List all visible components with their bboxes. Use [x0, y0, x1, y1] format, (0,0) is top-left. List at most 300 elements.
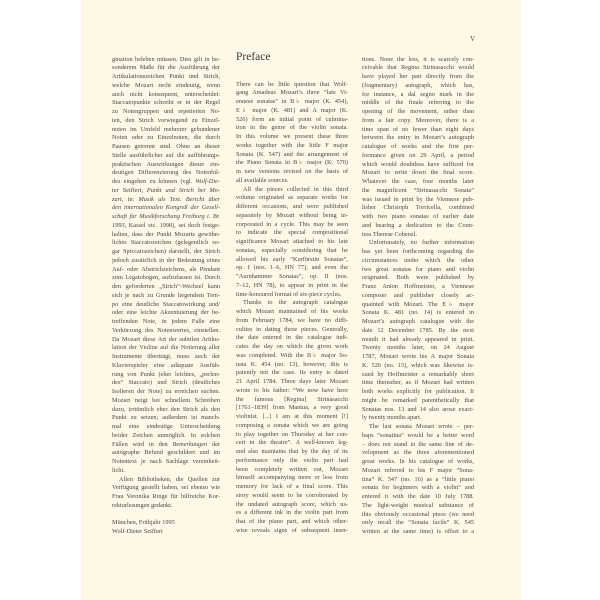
text-segment: story would seem to be corroborated by	[236, 491, 348, 499]
text-segment: both works explicitly for publication. It	[362, 388, 474, 395]
text-segment: sonatas, especially considering that he	[236, 246, 348, 254]
text-segment: date 12 December 1785. By the next	[362, 326, 474, 334]
text-segment: have played her part directly from the	[362, 73, 474, 80]
text-line	[112, 266, 220, 275]
text-segment: and bearing a dedication to the Coun-	[362, 221, 474, 229]
text-line	[362, 467, 474, 476]
text-segment: circumstances under which the other	[362, 256, 474, 264]
text-line	[362, 231, 474, 240]
text-line	[112, 344, 220, 353]
text-segment: nata K. 454 (no. 13), however, this is	[236, 360, 348, 368]
text-line	[362, 458, 474, 467]
text-line	[112, 161, 220, 170]
text-segment: quainted with Mozart. The E♭ major	[362, 300, 474, 308]
text-line	[112, 178, 220, 187]
text-segment: rung von Punkt (eher leichtes, „perlen-	[112, 370, 220, 378]
text-line	[112, 82, 220, 91]
text-line	[236, 361, 348, 370]
text-line	[236, 133, 348, 142]
text-line	[362, 56, 474, 65]
text-segment: autographe Befund geschildert und im	[112, 449, 220, 457]
text-segment: ly twenty months apart.	[362, 414, 422, 422]
text-segment: himself accompanying more or less from	[236, 474, 348, 482]
text-line	[112, 362, 220, 371]
text-line	[112, 91, 220, 100]
text-line	[236, 264, 348, 273]
text-segment: volume originated as separate works for	[236, 194, 348, 202]
text-line	[112, 231, 220, 240]
text-line	[112, 484, 220, 493]
text-line	[112, 371, 220, 380]
text-segment: oder eine leichte Akzentuierung der be-	[112, 309, 220, 317]
text-segment: ennese sonatas” in B♭ major (K. 454),	[236, 98, 348, 105]
text-segment: , Kassel etc. 1998), sei doch festge-	[124, 221, 220, 229]
text-segment: Mozart to write down the final score.	[362, 169, 474, 177]
text-line	[236, 142, 348, 151]
text-line	[362, 353, 474, 362]
text-segment: formance given on 29 April, a period	[362, 151, 474, 159]
text-segment: Stelle ausführlicher auf die aufführungs-	[112, 151, 220, 159]
text-line	[362, 476, 474, 485]
text-line	[362, 126, 474, 135]
text-segment: Sonata (K. 547) and the arrangement of	[236, 150, 348, 158]
text-line	[236, 518, 348, 527]
text-segment: sonata for beginners with a violin” and	[362, 484, 474, 492]
text-segment: [1761–1839] from Mantua, a very good	[236, 404, 348, 412]
text-segment: Artikulationszeichen Punkt und Strich,	[112, 73, 220, 80]
text-line	[362, 152, 474, 161]
preface-text-column-2	[362, 56, 474, 537]
text-segment: written at the same time) is offset to a	[362, 528, 474, 535]
text-segment: ceivable that Regina Strinasacchi would	[362, 64, 474, 72]
text-segment: was completed. With the B♭ major So-	[236, 351, 348, 359]
text-segment: cert in the theatre”. A well-known leg-	[236, 439, 348, 447]
text-segment: Unfortunately, no further information	[369, 239, 474, 247]
text-line	[236, 238, 348, 247]
text-segment: München, Frühjahr 1995	[112, 519, 175, 527]
text-segment: the famous [Regina] Strinasacchi	[236, 395, 348, 403]
text-segment: from February 1784, we have no diffi-	[236, 316, 348, 324]
text-line	[112, 493, 220, 502]
text-line	[362, 371, 474, 380]
text-line	[362, 344, 474, 353]
text-segment: composer and publisher closely ac-	[362, 291, 474, 299]
text-segment: tess Therese Cobenzl.	[362, 230, 417, 238]
text-line	[362, 379, 474, 388]
text-segment: praktischen Auswirkungen dieser ein-	[112, 160, 220, 168]
text-line	[112, 73, 220, 82]
text-line	[362, 99, 474, 108]
text-line	[236, 483, 348, 492]
text-line	[362, 161, 474, 170]
text-segment: , in:	[121, 195, 139, 203]
text-line	[362, 318, 474, 327]
text-line	[112, 143, 220, 152]
text-segment: month it had already appeared in print.	[362, 335, 474, 343]
text-segment: halten, dass der Punkt Mozarts gewöhn-	[112, 230, 220, 238]
text-segment: significance Mozart attached to his late	[236, 238, 348, 245]
text-line	[236, 501, 348, 510]
text-line	[112, 204, 220, 213]
text-segment: the Piano Sonata in B♭ major (K. 570)	[236, 159, 348, 167]
italic-text: 1993	[112, 221, 125, 229]
text-line	[112, 406, 220, 415]
text-line	[112, 257, 220, 266]
text-segment: Pausen getrennt sind. Ohne an dieser	[112, 143, 220, 150]
text-line	[236, 221, 348, 230]
text-segment: performance only the violin part had	[236, 456, 348, 464]
text-line	[236, 422, 348, 431]
text-line	[362, 502, 474, 511]
text-line	[112, 213, 220, 222]
text-line	[362, 441, 474, 450]
text-segment: K. 526 (no. 15), which was likewise is-	[362, 361, 474, 369]
text-line	[236, 509, 348, 518]
text-segment: licht.	[112, 466, 125, 474]
text-segment: to play together on Thursday at her con-	[236, 430, 348, 438]
text-segment: mal eine eindeutige Unterscheidung	[112, 423, 220, 430]
text-segment: es a different ink in the violin part from	[236, 509, 348, 517]
text-segment: den geforderten „Strich“-Wechsel kann	[112, 283, 220, 290]
text-line	[362, 134, 474, 143]
text-segment: tion in the genre of the violin sonata.	[236, 124, 348, 132]
text-line	[112, 108, 220, 117]
text-line	[112, 528, 220, 537]
text-segment: Wolf-Dieter Seiffert	[112, 528, 163, 535]
text-line	[112, 239, 220, 248]
text-line	[362, 432, 474, 441]
text-segment: which would doubtless have sufficed for	[362, 160, 474, 168]
text-line	[236, 186, 348, 195]
text-line	[112, 458, 220, 467]
text-segment: rekturlesungen gedankt.	[112, 501, 173, 509]
text-segment: sich je nach zu Grunde liegendem Tem-	[112, 291, 220, 299]
text-line	[362, 301, 474, 310]
text-line	[362, 406, 474, 415]
text-segment: Whatever the case, four months later	[362, 178, 474, 185]
text-line	[362, 178, 474, 187]
text-segment: has yet been forthcoming regarding the	[362, 248, 474, 255]
text-segment: the date entered in the catalogue indi-	[236, 334, 348, 342]
text-segment: deutigen Differenzierung des Notenbil-	[112, 169, 220, 177]
text-line	[362, 187, 474, 196]
text-segment: in new versions revised on the basis of	[236, 168, 348, 175]
text-line	[362, 388, 474, 397]
text-line	[236, 369, 348, 378]
text-segment: for instance, a dal segno mark in the	[362, 90, 474, 98]
text-line	[112, 152, 220, 161]
text-line	[362, 169, 474, 178]
text-segment: lation der Violine auf die Notierung aller	[112, 344, 220, 352]
text-line	[112, 467, 220, 476]
text-segment: lisher Christoph Torricella, combined	[362, 204, 474, 212]
text-line	[112, 99, 220, 108]
text-segment: 526) form an initial point of culmina-	[236, 115, 348, 123]
text-line	[236, 107, 348, 116]
text-line	[362, 257, 474, 266]
text-line	[112, 336, 220, 345]
text-line	[112, 502, 220, 511]
page-number: V	[470, 35, 476, 43]
text-line	[236, 527, 348, 536]
text-line	[362, 484, 474, 493]
text-segment: (fragmentary) autograph, which has,	[362, 81, 474, 89]
text-segment: from a fair copy. Moreover, there is a	[362, 116, 474, 124]
text-segment: All the pieces collected in this third	[243, 185, 348, 193]
text-segment: entered it with the date 10 July 1788.	[362, 493, 474, 500]
text-line	[112, 126, 220, 135]
text-line	[236, 448, 348, 457]
text-segment: was issued in print by the Viennese pub-	[362, 195, 474, 203]
text-line	[112, 301, 220, 310]
text-line	[236, 194, 348, 203]
text-segment: cates the day on which the given work	[236, 343, 348, 350]
text-line	[362, 204, 474, 213]
text-segment: which Mozart maintained of his works	[236, 308, 348, 315]
text-segment: Notentext je nach Sachlage vereinheit-	[112, 458, 220, 465]
text-line	[362, 91, 474, 100]
text-line	[236, 308, 348, 317]
text-segment: zu Notengruppen und repetierten No-	[112, 108, 220, 115]
text-segment: composing a sonata which we are going	[236, 421, 348, 429]
text-line	[112, 379, 220, 388]
text-line	[362, 449, 474, 458]
text-segment: Klavierspieler eine adäquate Ausfüh-	[112, 361, 220, 369]
text-segment: originated. Both were published by	[362, 274, 474, 282]
text-segment: time span of no fewer than eight days	[362, 125, 474, 133]
text-segment: end also maintains that by the day of its	[236, 448, 348, 455]
text-segment: gar Spiccatozeichen) darstellt, der Strich	[112, 248, 220, 255]
text-line	[362, 292, 474, 301]
text-segment: Staccatopunkte schreibt er in der Regel	[112, 99, 220, 107]
text-segment: noten im Umfeld mehrerer gebundener	[112, 125, 220, 133]
text-line	[362, 274, 474, 283]
text-segment: Mozart referred to his F major “Sona-	[362, 466, 474, 474]
text-segment: Mozart neigt bei schnellem Schreiben	[112, 396, 220, 404]
text-segment: The last sonata Mozart wrote – per-	[369, 423, 474, 430]
text-line	[362, 528, 474, 537]
text-segment: treffenden Note, in jedem Falle eine	[112, 318, 220, 325]
text-line	[362, 196, 474, 205]
text-segment: sued by Hoffmeister a remarkably short	[362, 370, 474, 378]
text-line	[112, 134, 220, 143]
text-segment: ten, den Strich vorwiegend zu Einzel-	[112, 116, 220, 124]
italic-text: Punkt und Strich bei Mo-	[146, 186, 220, 194]
text-line	[236, 229, 348, 238]
text-line	[112, 476, 220, 485]
text-line	[112, 117, 220, 126]
text-segment: sonderem Maße für die Ausführung der	[112, 64, 220, 72]
text-segment: auch nicht konsequent, unterscheidet:	[112, 90, 220, 98]
text-line	[236, 273, 348, 282]
text-line	[236, 396, 348, 405]
text-segment: opening of the movement, rather than	[362, 108, 474, 115]
text-line	[236, 247, 348, 256]
text-segment: time thereafter, as if Mozart had written	[362, 379, 474, 387]
text-segment: middle of the finale referring to the	[362, 99, 474, 107]
text-line	[112, 519, 220, 528]
text-line	[236, 474, 348, 483]
text-segment: Punkt zu setzen; außerdem ist manch-	[112, 414, 220, 422]
text-segment: liches Staccatozeichen (gelegentlich so-	[112, 239, 220, 247]
text-line	[362, 309, 474, 318]
text-line	[362, 213, 474, 222]
text-segment: Instrumente überträgt, muss auch der	[112, 353, 220, 360]
text-segment: with two piano sonatas of earlier date	[362, 213, 474, 220]
text-segment: des“ Staccato) und Strich (deutliches	[112, 379, 220, 387]
text-segment: the magnificent “Strinasacchi Sonata”	[362, 186, 474, 194]
text-line	[112, 64, 220, 73]
text-segment: wise reveals signs of subsequent inser-	[236, 526, 348, 534]
german-text-column	[112, 56, 220, 537]
text-segment: separately by Mozart without being in-	[236, 211, 348, 219]
text-line	[112, 414, 220, 423]
text-line	[112, 283, 220, 292]
text-segment: might be remarked parenthetically that	[362, 396, 474, 404]
text-line	[362, 493, 474, 502]
text-segment: patently not the case. Its entry is dated	[236, 369, 348, 377]
text-line	[236, 431, 348, 440]
text-segment: des eingehen zu können (vgl.	[112, 178, 196, 185]
text-line	[236, 439, 348, 448]
italic-text: Musik als Text. Bericht über	[138, 195, 220, 203]
text-segment: dazu, irrtümlich eher den Strich als den	[112, 405, 220, 413]
text-line	[236, 81, 348, 90]
text-segment: Thanks to the autograph catalogue	[243, 299, 348, 307]
text-line	[236, 387, 348, 396]
text-line	[236, 492, 348, 501]
text-segment: 21 April 1784. Three days later Mozart	[236, 378, 348, 385]
text-line	[236, 282, 348, 291]
preface-text-column-1	[236, 81, 348, 536]
text-segment: that of the piano part, and which other-	[236, 518, 348, 525]
text-line	[236, 378, 348, 387]
text-line	[112, 248, 220, 257]
italic-text: Bemerkungen	[172, 440, 208, 448]
text-segment: der	[207, 440, 220, 448]
text-segment: Sonata K. 481 (no. 14) is entered in	[362, 309, 474, 317]
text-line	[362, 414, 474, 423]
text-segment: Sonatas nos. 13 and 14 also arose exact-	[362, 405, 474, 413]
text-line	[112, 441, 220, 450]
text-segment: Isolieren der Note) zu erreichen suchen.	[112, 388, 220, 395]
text-segment: Noten oder zu Einzelnoten, die durch	[112, 134, 220, 142]
text-segment: Auf- oder Abstrichzeichens, als Pendant	[112, 265, 220, 273]
text-segment: haps “sonatina” would be a better word	[362, 431, 474, 439]
text-line	[112, 56, 220, 65]
text-segment: corporated in a cycle. This may be seen	[236, 220, 348, 228]
text-line	[362, 73, 474, 82]
text-segment: culties in dating these pieces. Generally,	[236, 325, 348, 333]
text-segment: ter Seiffert,	[112, 186, 147, 194]
text-line	[112, 169, 220, 178]
text-segment: violinist. [...] I am at this moment [!]	[236, 413, 348, 420]
text-line	[362, 362, 474, 371]
text-line	[362, 327, 474, 336]
text-segment: – does not stand in the same line of de-	[362, 440, 474, 448]
italic-text: den internationalen Kongreß der Gesell-	[112, 204, 220, 212]
text-line	[236, 159, 348, 168]
text-line	[236, 291, 348, 300]
text-segment: Mozart’s autograph catalogue with the	[362, 318, 474, 325]
text-line	[362, 511, 474, 520]
text-line	[112, 353, 220, 362]
text-line	[112, 397, 220, 406]
preface-heading: Preface	[236, 51, 271, 63]
text-line	[362, 519, 474, 528]
italic-text: schaft für Musikforschung Freiburg i. Br.	[112, 213, 220, 220]
text-segment: tions. None the less, it is scarcely con-	[362, 55, 474, 63]
text-line	[112, 432, 220, 441]
text-segment: tina” K. 547 (no. 16) as a “little piano	[362, 475, 474, 483]
text-line	[112, 196, 220, 205]
text-segment: Fällen wird in den	[112, 440, 173, 448]
text-segment: been completely written out, Mozart	[236, 465, 348, 473]
text-segment: memory for lack of a final score. This	[236, 483, 348, 490]
text-line	[236, 116, 348, 125]
text-line	[236, 89, 348, 98]
text-segment: jedoch zusätzlich in der Bedeutung eines	[112, 256, 220, 264]
text-line	[236, 168, 348, 177]
text-line	[236, 212, 348, 221]
text-segment: E♭ major (K. 481) and A major (K.	[236, 106, 348, 114]
text-segment: gination beleben müssen. Dies gilt in be-	[112, 55, 220, 63]
text-line	[362, 248, 474, 257]
text-segment: all available sources.	[236, 176, 289, 184]
text-line	[236, 299, 348, 308]
text-line	[362, 64, 474, 73]
text-line	[112, 423, 220, 432]
text-line	[236, 343, 348, 352]
text-segment: “Aurnhammer Sonatas”, op. II (nos.	[236, 273, 348, 280]
text-line	[112, 222, 220, 231]
italic-text: zart	[112, 195, 122, 203]
text-segment: between the entry in Mozart’s autograph	[362, 134, 474, 142]
text-line	[362, 266, 474, 275]
text-line	[112, 449, 220, 458]
text-line	[236, 317, 348, 326]
text-line	[112, 274, 220, 283]
text-line	[362, 143, 474, 152]
text-line	[236, 326, 348, 335]
text-line	[112, 327, 220, 336]
text-segment: Da Mozart diese Art der subtilen Artiku-	[112, 335, 220, 343]
text-line	[236, 98, 348, 107]
text-segment: Allen Bibliotheken, die Quellen zur	[119, 475, 220, 483]
text-segment: to indicate the special compositional	[236, 229, 348, 237]
text-line	[362, 108, 474, 117]
text-segment: 7–12, HN 78), to appear in print in the	[236, 281, 348, 289]
text-segment: beider Zeichen unmöglich. In solchen	[112, 431, 220, 439]
text-line	[236, 413, 348, 422]
text-line	[236, 352, 348, 361]
text-segment: The light-weight musical substance of	[362, 501, 474, 509]
text-segment: the undated autograph score, which us-	[236, 500, 348, 508]
text-segment: great works. In his catalogue of works,	[362, 458, 474, 465]
text-line	[362, 117, 474, 126]
text-segment: In this volume we present these three	[236, 133, 348, 140]
text-segment: wrote to his father: “We now have here	[236, 386, 348, 394]
text-segment: welche Mozart recht eindeutig, wenn	[112, 81, 220, 89]
text-segment: gang Amadeus Mozart’s three “late Vi-	[236, 89, 348, 97]
text-line	[236, 466, 348, 475]
text-line	[362, 239, 474, 248]
text-line	[236, 256, 348, 265]
text-segment: two great sonatas for piano and violin	[362, 265, 474, 273]
blank-line	[112, 511, 220, 520]
italic-text: Wolf-Die-	[195, 178, 220, 185]
text-line	[362, 82, 474, 91]
